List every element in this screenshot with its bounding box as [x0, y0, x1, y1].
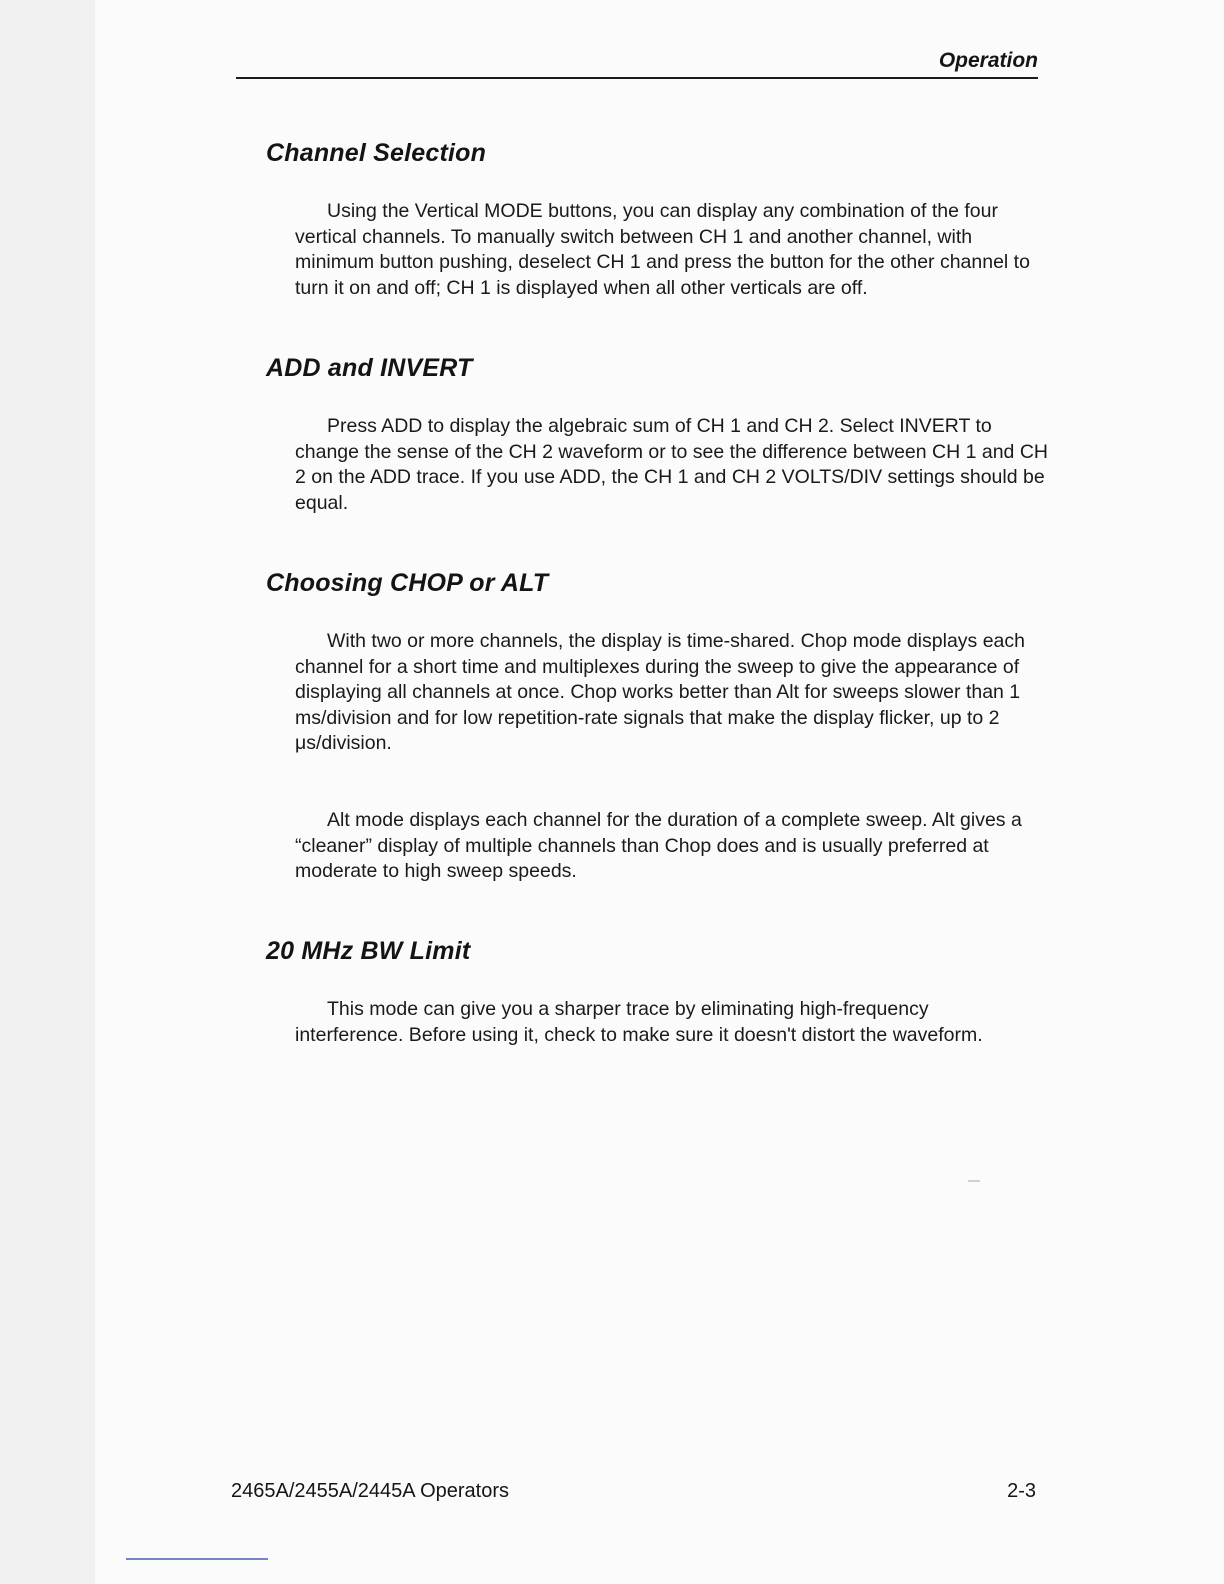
scan-margin [0, 0, 95, 1584]
section-heading-bw-limit: 20 MHz BW Limit [266, 937, 471, 965]
running-head: Operation [938, 49, 1038, 72]
header-rule [236, 77, 1038, 79]
section-heading-chop-alt: Choosing CHOP or ALT [266, 569, 549, 597]
scan-speck [968, 1180, 980, 1182]
section-heading-channel-selection: Channel Selection [266, 139, 487, 167]
scan-artifact-line [126, 1558, 268, 1560]
paragraph-bw-limit: This mode can give you a sharper trace by eliminating high-frequency interference. Before using it, check to make sure it doesn't distort the waveform. [295, 998, 983, 1046]
footer-page-number: 2-3 [1007, 1480, 1036, 1502]
footer-manual-title: 2465A/2455A/2445A Operators [231, 1480, 509, 1502]
paragraph-alt-mode: Alt mode displays each channel for the duration of a complete sweep. Alt gives a “cleaner” display of multiple channels than Chop does and is usually preferred at moderate to high sweep speeds. [295, 809, 1022, 883]
section-heading-add-invert: ADD and INVERT [266, 354, 473, 382]
paragraph-add-invert: Press ADD to display the algebraic sum of CH 1 and CH 2. Select INVERT to change the sense of the CH 2 waveform or to see the difference between CH 1 and CH 2 on the ADD trace. If you use ADD, the CH 1 and CH 2 VOLTS/DIV settings should be equal. [295, 415, 1048, 514]
paragraph-chop-mode: With two or more channels, the display is time-shared. Chop mode displays each channel for a short time and multiplexes during the sweep to give the appearance of displaying all channels at once. Chop works better than Alt for sweeps slower than 1 ms/division and for low repetition-rate signals that make the display flicker, up to 2 μs/division. [295, 630, 1025, 755]
paragraph-channel-selection: Using the Vertical MODE buttons, you can display any combination of the four vertical channels. To manually switch between CH 1 and another channel, with minimum button pushing, deselect CH 1 and press the button for the other channel to turn it on and off; CH 1 is displayed when all other verticals are off. [295, 200, 1030, 299]
